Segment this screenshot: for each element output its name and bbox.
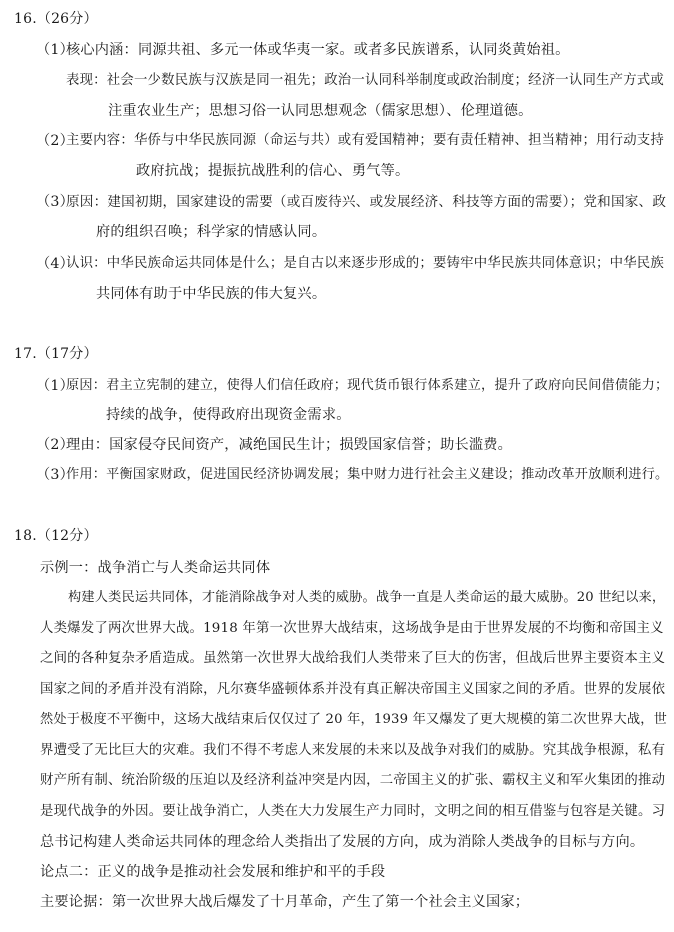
- q16-part2-line1: 主要内容：华侨与中华民族同源（命运与共）或有爱国精神；要有责任精神、担当精神；用行动支持: [66, 133, 664, 148]
- essay-line: 构建人类民运共同体，才能消除战争对人类的威胁。战争一直是人类命运的最大威胁。20 世纪以来，: [68, 590, 666, 605]
- essay-line: 人类爆发了两次世界大战。1918 年第一次世界大战结束，这场战争是由于世界发展的不均衡和帝国主义: [40, 621, 664, 636]
- q16-part1-show-line2: 注重农业生产；思想习俗一认同思想观念（儒家思想）、伦理道德。: [108, 103, 533, 119]
- essay-line: 界遭受了无比巨大的灾难。我们不得不考虑人来发展的未来以及战争对我们的威胁。究其战争根源，私有: [40, 743, 666, 758]
- essay-line: 财产所有制、统治阶级的压迫以及经济利益冲突是内因，二帝国主义的扩张、霸权主义和军火集团的推动: [40, 773, 666, 788]
- q17-part2-line1: 理由：国家侵夺民间资产，减绝国民生计；损毁国家信誉；助长滥费。: [66, 437, 513, 453]
- q17-part1-line2: 持续的战争，使得政府出现资金需求。: [106, 407, 351, 423]
- q16-part3-line1: 原因：建国初期，国家建设的需要（或百废待兴、或发展经济、科技等方面的需要）；党和国家、政: [66, 194, 667, 210]
- q17-part3-label: （3）: [36, 467, 75, 483]
- q17-part1-label: （1）: [36, 378, 75, 394]
- q16-part4-line1: 认识：中华民族命运共同体是什么；是自古以来逐步形成的；要铸牢中华民族共同体意识；中华民族: [66, 256, 664, 271]
- q16-part1-line1: 核心内涵：同源共祖、多元一体或华夷一家。或者多民族谱系，认同炎黄始祖。: [66, 42, 570, 58]
- q16-part4-label: （4）: [36, 256, 75, 272]
- q16-part4-line2: 共同体有助于中华民族的伟大复兴。: [96, 286, 327, 302]
- q18-point2: 论点二：正义的战争是推动社会发展和维护和平的手段: [40, 864, 386, 880]
- q16-part1-show-line1: 表现：社会一少数民族与汉族是同一祖先；政治一认同科举制度或政治制度；经济一认同生产方式或: [66, 73, 664, 88]
- q18-example-title: 示例一：战争消亡与人类命运共同体: [40, 560, 271, 576]
- q18-number: 18.（12分）: [14, 528, 98, 544]
- q17-part1-line1: 原因：君主立宪制的建立，使得人们信任政府；现代货币银行体系建立，提升了政府向民间借债能力；: [66, 378, 669, 393]
- q16-part2-line2: 政府抗战；提振抗战胜利的信心、勇气等。: [136, 163, 410, 179]
- q16-part3-line2: 府的组织召唤；科学家的情感认同。: [96, 224, 327, 240]
- essay-line: 之间的各种复杂矛盾造成。虽然第一次世界大战给我们人类带来了巨大的伤害，但战后世界主要资本主义: [40, 651, 666, 666]
- q17-number: 17.（17分）: [14, 346, 98, 362]
- q16-part1-label: （1）: [36, 42, 75, 58]
- essay-line: 国家之间的矛盾并没有消除，凡尔赛华盛顿体系并没有真正解决帝国主义国家之间的矛盾。世界的发展依: [40, 682, 666, 697]
- essay-line: 是现代战争的外因。要让战争消亡，人类在大力发展生产力同时，文明之间的相互借鉴与包容是关键。习: [40, 804, 666, 819]
- essay-line: 总书记构建人类命运共同体的理念给人类指出了发展的方向，成为消除人类战争的目标与方向。: [40, 834, 645, 850]
- q16-number: 16.（26分）: [14, 11, 98, 27]
- q17-part3-line1: 作用：平衡国家财政，促进国民经济协调发展；集中财力进行社会主义建设；推动改革开放顺利进行。: [66, 467, 669, 482]
- q17-part2-label: （2）: [36, 437, 75, 453]
- q16-part3-label: （3）: [36, 194, 75, 210]
- q18-point2-argument: 主要论据：第一次世界大战后爆发了十月革命，产生了第一个社会主义国家；: [40, 894, 530, 910]
- q16-part2-label: （2）: [36, 133, 75, 149]
- essay-line: 然处于极度不平衡中，这场大战结束后仅仅过了 20 年，1939 年又爆发了更大规模的第二次世界大战，世: [40, 712, 667, 727]
